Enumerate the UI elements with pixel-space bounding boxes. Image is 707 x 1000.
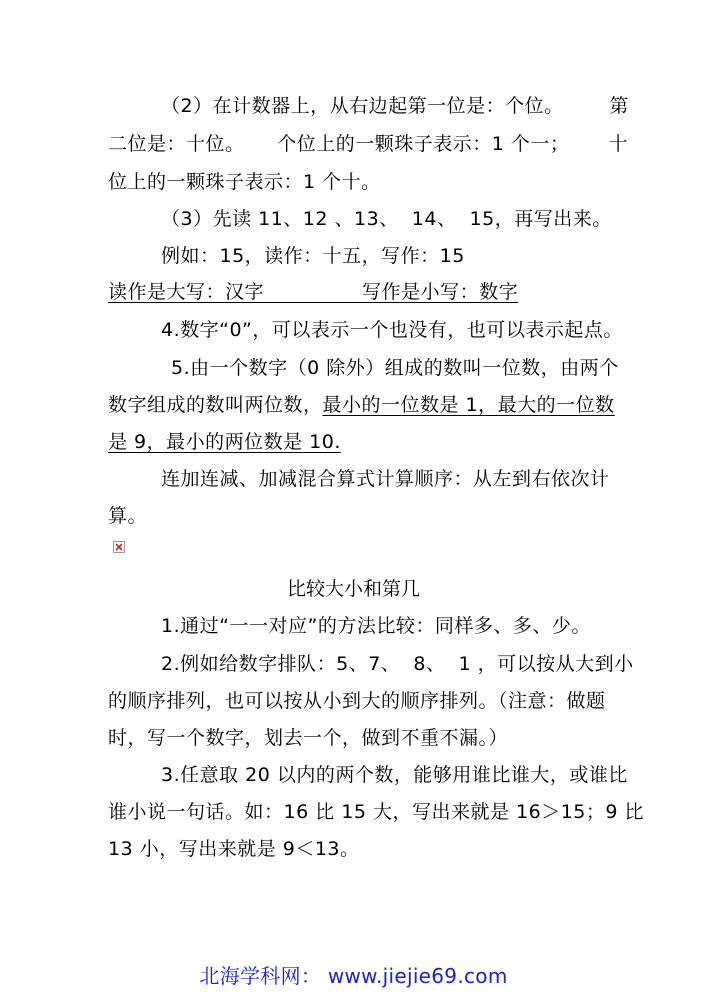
paragraph-counter-line2: 二位是：十位。 个位上的一颗珠子表示：1 个一； 十 xyxy=(108,133,629,155)
paragraph-digits-line2-plain: 数字组成的数叫两位数， xyxy=(108,394,323,416)
paragraph-uppercase-lowercase: 读作是大写：汉字 写作是小写：数字 xyxy=(108,281,519,303)
paragraph-ordering-line2: 的顺序排列，也可以按从小到大的顺序排列。（注意：做题 xyxy=(108,690,606,712)
paragraph-compare-line1: 3.任意取 20 以内的两个数，能够用谁比谁大，或谁比 xyxy=(161,764,628,786)
broken-image-icon xyxy=(113,541,125,553)
paragraph-example: 例如：15，读作：十五，写作：15 xyxy=(161,245,465,267)
paragraph-order-line2: 算。 xyxy=(108,505,148,527)
footer-site-link[interactable]: 北海学科网： www.jiejie69.com xyxy=(199,964,508,988)
paragraph-zero: 4.数字“0”，可以表示一个也没有，也可以表示起点。 xyxy=(161,319,623,341)
paragraph-digits-line2 xyxy=(108,392,615,418)
paragraph-compare-line2: 谁小说一句话。如：16 比 15 大，写出来就是 16＞15；9 比 xyxy=(108,801,644,823)
paragraph-counter-line1: （2）在计数器上，从右边起第一位是：个位。 第 xyxy=(161,95,629,117)
paragraph-ordering-line1: 2.例如给数字排队：5、7、 8、 1 ，可以按从大到小 xyxy=(161,653,634,675)
paragraph-compare-line3: 13 小，写出来就是 9＜13。 xyxy=(108,838,360,860)
paragraph-digits-line3: 是 9，最小的两位数是 10. xyxy=(108,431,341,453)
paragraph-one-to-one: 1.通过“一一对应”的方法比较：同样多、多、少。 xyxy=(161,615,591,637)
paragraph-read-write: （3）先读 11、12 、13、 14、 15，再写出来。 xyxy=(161,208,612,230)
section-title: 比较大小和第几 xyxy=(286,578,420,600)
paragraph-ordering-line3: 时，写一个数字，划去一个，做到不重不漏。） xyxy=(108,727,509,749)
paragraph-digits-line1: 5.由一个数字（0 除外）组成的数叫一位数，由两个 xyxy=(171,357,619,379)
paragraph-order-line1: 连加连减、加减混合算式计算顺序：从左到右依次计 xyxy=(161,468,610,490)
paragraph-counter-line3: 位上的一颗珠子表示：1 个十。 xyxy=(108,171,381,193)
paragraph-digits-line2-underlined: 最小的一位数是 1，最大的一位数 xyxy=(322,394,615,416)
